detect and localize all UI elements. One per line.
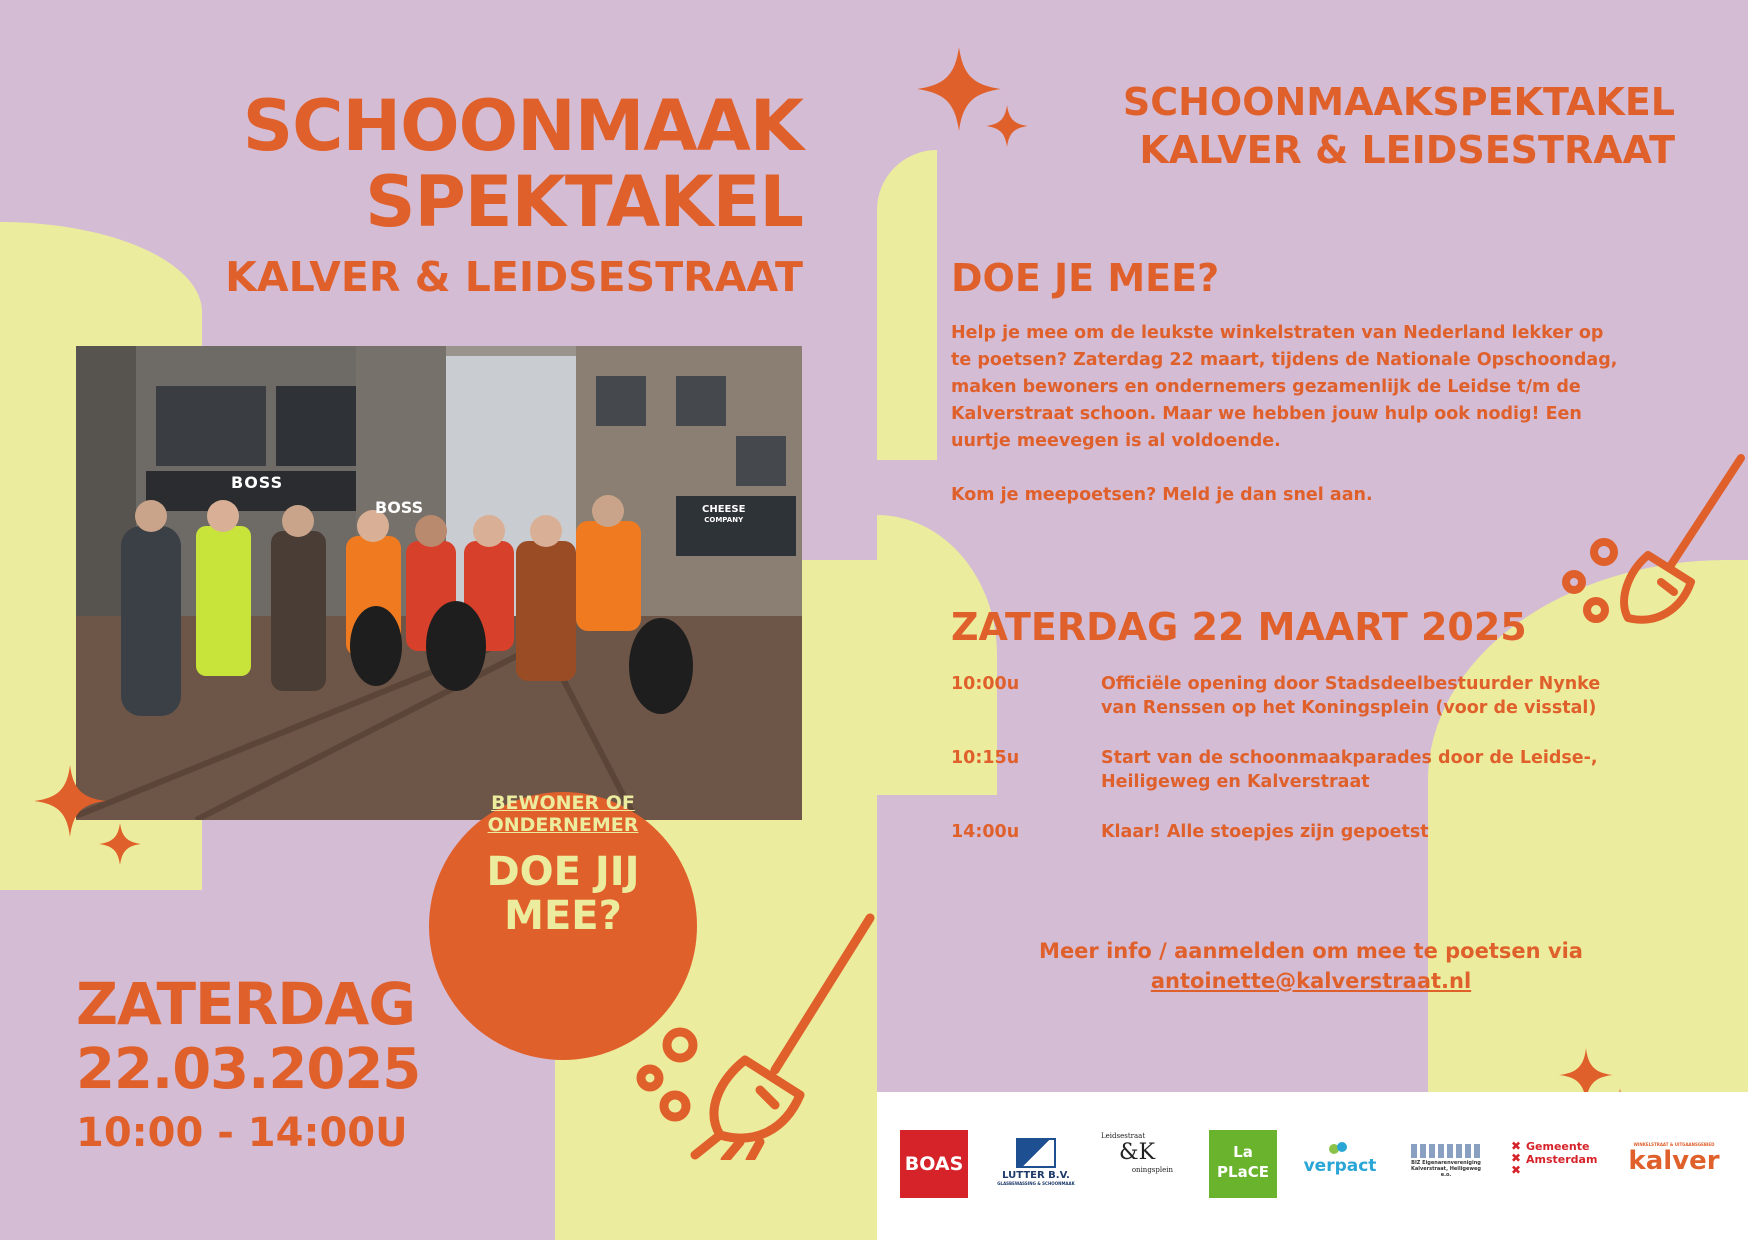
logo-lutter-text: LUTTER B.V. xyxy=(1002,1170,1070,1181)
store-sign-boss-2: BOSS xyxy=(375,498,424,517)
info-line: Meer info / aanmelden om mee te poetsen via xyxy=(1039,939,1583,963)
schedule-item xyxy=(951,746,1671,820)
cta-badge-main-line1: DOE JIJ xyxy=(486,849,640,895)
back-title xyxy=(1040,78,1675,174)
schedule-desc xyxy=(1101,672,1671,720)
volunteers-photo xyxy=(76,346,802,820)
sparkle-icon xyxy=(917,47,1037,157)
logo-gemeente-line2: Amsterdam xyxy=(1526,1153,1598,1166)
logo-la-place xyxy=(1209,1130,1277,1198)
logo-lutter xyxy=(996,1138,1076,1186)
front-title xyxy=(150,85,803,243)
front-time: 10:00 - 14:00U xyxy=(76,1110,408,1156)
logo-leidse-amp: &K xyxy=(1118,1140,1156,1165)
sponsor-logo-strip xyxy=(877,1092,1748,1240)
logo-leidsestraat-koningsplein xyxy=(1101,1132,1173,1194)
sparkle-icon xyxy=(34,765,154,875)
logo-laplace-line1: La xyxy=(1233,1143,1253,1161)
cta-badge-line2: ONDERNEMER xyxy=(487,814,639,836)
paragraph-line: uurtje meevegen is al voldoende. xyxy=(951,431,1281,451)
schedule-time: 14:00u xyxy=(951,822,1020,842)
schedule-item xyxy=(951,820,1671,860)
schedule-desc-line: Heiligeweg en Kalverstraat xyxy=(1101,772,1370,792)
schedule-time: 10:00u xyxy=(951,674,1020,694)
back-title-line1: SCHOONMAAKSPEKTAKEL xyxy=(1122,80,1675,124)
bg-yellow-right-strip xyxy=(877,150,937,460)
front-subtitle: KALVER & LEIDSESTRAAT xyxy=(225,253,803,301)
paragraph-line: Help je mee om de leukste winkelstraten van Nederland lekker op xyxy=(951,323,1604,343)
logo-gemeente-line1: Gemeente xyxy=(1526,1140,1590,1153)
front-date-label: ZATERDAG xyxy=(76,970,415,1038)
store-sign-cheese xyxy=(702,504,745,526)
logo-kalver-text: kalver xyxy=(1628,1146,1720,1176)
back-paragraph xyxy=(951,320,1651,455)
front-title-line1: SCHOONMAAK xyxy=(242,85,803,167)
logo-leidse-line2: oningsplein xyxy=(1131,1166,1173,1174)
back-title-line2: KALVER & LEIDSESTRAAT xyxy=(1139,128,1675,172)
logo-lutter-mark xyxy=(1016,1138,1056,1168)
schedule-item xyxy=(951,672,1671,746)
logo-laplace-line2: PLaCE xyxy=(1217,1163,1269,1181)
logo-biz-line1: BIZ Eigenarenvereniging xyxy=(1411,1160,1481,1166)
logo-boas xyxy=(900,1130,968,1198)
logo-kalver-sub: WINKELSTRAAT & UITGAANSGEBIED xyxy=(1633,1142,1715,1147)
paragraph-line: maken bewoners en ondernemers gezamenlijk de Leidse t/m de xyxy=(951,377,1581,397)
cta-badge-line1: BEWONER OF xyxy=(491,792,635,814)
schedule-desc-line: Officiële opening door Stadsdeelbestuurder Nynke xyxy=(1101,674,1601,694)
front-date: 22.03.2025 xyxy=(76,1037,421,1102)
logo-verpact-text: verpact xyxy=(1303,1156,1377,1176)
amsterdam-crosses-icon: ✖ ✖ ✖ xyxy=(1511,1139,1522,1177)
back-heading: DOE JE MEE? xyxy=(951,256,1220,300)
email-link[interactable]: antoinette@kalverstraat.nl xyxy=(1150,969,1472,993)
biz-skyline-icon xyxy=(1411,1144,1481,1158)
schedule-heading: ZATERDAG 22 MAART 2025 xyxy=(951,605,1527,649)
logo-kalver xyxy=(1619,1142,1729,1175)
paragraph-line: Kalverstraat schoon. Maar we hebben jouw hulp ook nodig! Een xyxy=(951,404,1582,424)
schedule-list xyxy=(951,672,1671,860)
broom-icon xyxy=(1556,450,1748,650)
schedule-desc xyxy=(1101,820,1671,844)
schedule-desc-line: Start van de schoonmaakparades door de Leidse-, xyxy=(1101,748,1598,768)
back-paragraph-2: Kom je meepoetsen? Meld je dan snel aan. xyxy=(951,485,1373,505)
info-block xyxy=(951,936,1671,996)
cta-badge-main-line2: MEE? xyxy=(504,893,622,939)
broom-icon xyxy=(625,910,885,1160)
logo-gemeente-amsterdam xyxy=(1511,1139,1601,1177)
schedule-time: 10:15u xyxy=(951,748,1020,768)
photo-scene xyxy=(76,346,802,820)
paragraph-line: te poetsen? Zaterdag 22 maart, tijdens de Nationale Opschoondag, xyxy=(951,350,1618,370)
logo-boas-text: BOAS xyxy=(904,1153,964,1175)
logo-verpact xyxy=(1301,1142,1379,1176)
logo-leidse-line1: Leidsestraat xyxy=(1101,1132,1146,1140)
store-sign-cheese-line2: COMPANY xyxy=(704,516,744,524)
logo-biz-line2: Kalverstraat, Heiligeweg e.o. xyxy=(1411,1166,1481,1178)
schedule-desc xyxy=(1101,746,1671,794)
front-title-line2: SPEKTAKEL xyxy=(365,161,803,243)
store-sign-cheese-line1: CHEESE xyxy=(702,504,746,515)
logo-lutter-sub: GLASBEWASSING & SCHOONMAAK xyxy=(997,1181,1075,1186)
logo-biz xyxy=(1405,1144,1487,1178)
schedule-desc-line: van Renssen op het Koningsplein (voor de visstal) xyxy=(1101,698,1597,718)
verpact-dots-icon xyxy=(1329,1142,1351,1156)
schedule-desc-line: Klaar! Alle stoepjes zijn gepoetst xyxy=(1101,822,1429,842)
store-sign-boss-1: BOSS xyxy=(231,473,284,492)
